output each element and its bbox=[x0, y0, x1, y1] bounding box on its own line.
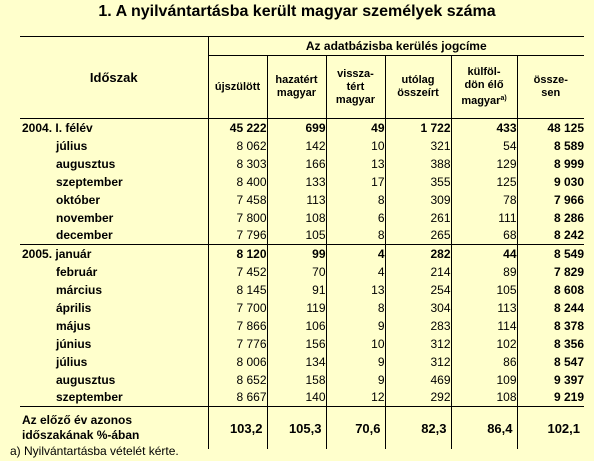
total-cell: 8 244 bbox=[553, 300, 585, 315]
value-cell: 7 866 bbox=[208, 317, 267, 335]
value-cell: 282 bbox=[385, 245, 451, 263]
table-row bbox=[20, 209, 584, 227]
value-cell: 9 bbox=[326, 371, 385, 389]
total-cell: 8 999 bbox=[553, 156, 585, 171]
row-label: március bbox=[20, 281, 208, 299]
total-cell: 9 397 bbox=[553, 372, 585, 387]
row-label: április bbox=[20, 299, 208, 317]
value-cell: 1 722 bbox=[385, 119, 451, 137]
table-row bbox=[20, 371, 584, 389]
value-cell: 119 bbox=[267, 299, 326, 317]
value-cell: 7 796 bbox=[208, 227, 267, 245]
row-label: december bbox=[20, 227, 208, 245]
row-label: 2005. január bbox=[20, 245, 208, 263]
col-header-re-returned-hungarian: vissza- tért magyar bbox=[326, 56, 385, 119]
value-cell: 433 bbox=[451, 119, 517, 137]
value-cell: 156 bbox=[267, 335, 326, 353]
value-cell: 140 bbox=[267, 389, 326, 407]
value-cell: 388 bbox=[385, 155, 451, 173]
value-cell: 133 bbox=[267, 173, 326, 191]
value-cell: 102 bbox=[451, 335, 517, 353]
value-cell: 8 062 bbox=[208, 137, 267, 155]
table-row bbox=[20, 245, 584, 263]
value-cell: 304 bbox=[385, 299, 451, 317]
value-cell: 10 bbox=[326, 335, 385, 353]
total-cell: 8 608 bbox=[553, 282, 585, 297]
value-cell: 113 bbox=[451, 299, 517, 317]
summary-cell-total: 102,1 bbox=[547, 420, 581, 436]
value-cell: 13 bbox=[326, 281, 385, 299]
value-cell: 17 bbox=[326, 173, 385, 191]
table-row bbox=[20, 191, 584, 209]
total-cell: 9 030 bbox=[553, 174, 585, 189]
value-cell: 261 bbox=[385, 209, 451, 227]
value-cell: 78 bbox=[451, 191, 517, 209]
total-cell: 8 286 bbox=[553, 210, 585, 225]
data-table bbox=[20, 36, 584, 449]
value-cell: 108 bbox=[451, 389, 517, 407]
value-cell: 89 bbox=[451, 263, 517, 281]
value-cell: 9 bbox=[326, 353, 385, 371]
value-cell: 8 120 bbox=[208, 245, 267, 263]
col-header-total: össze- sen bbox=[517, 56, 584, 119]
value-cell: 7 700 bbox=[208, 299, 267, 317]
value-cell: 68 bbox=[451, 227, 517, 245]
value-cell: 7 776 bbox=[208, 335, 267, 353]
summary-cell: 103,2 bbox=[208, 407, 267, 450]
value-cell: 45 222 bbox=[208, 119, 267, 137]
row-label: augusztus bbox=[20, 155, 208, 173]
row-label: szeptember bbox=[20, 173, 208, 191]
group-header: Az adatbázisba kerülés jogcíme bbox=[208, 37, 584, 56]
value-cell: 8 145 bbox=[208, 281, 267, 299]
table-row bbox=[20, 353, 584, 371]
value-cell: 129 bbox=[451, 155, 517, 173]
row-label: február bbox=[20, 263, 208, 281]
value-cell: 114 bbox=[451, 317, 517, 335]
value-cell: 8 bbox=[326, 299, 385, 317]
value-cell: 125 bbox=[451, 173, 517, 191]
row-label: augusztus bbox=[20, 371, 208, 389]
value-cell: 105 bbox=[267, 227, 326, 245]
summary-cell: 82,3 bbox=[385, 407, 451, 450]
value-cell: 113 bbox=[267, 191, 326, 209]
row-label: október bbox=[20, 191, 208, 209]
table-row bbox=[20, 281, 584, 299]
value-cell: 7 452 bbox=[208, 263, 267, 281]
table-row bbox=[20, 137, 584, 155]
rows-2005 bbox=[20, 245, 584, 407]
table-row bbox=[20, 263, 584, 281]
table-row bbox=[20, 119, 584, 137]
value-cell: 254 bbox=[385, 281, 451, 299]
summary-label: Az előző év azonos időszakának %-ában bbox=[20, 407, 208, 450]
value-cell: 312 bbox=[385, 353, 451, 371]
value-cell: 8 006 bbox=[208, 353, 267, 371]
value-cell: 214 bbox=[385, 263, 451, 281]
total-cell: 8 589 bbox=[553, 138, 585, 153]
table-title: 1. A nyilvántartásba került magyar személyek száma bbox=[98, 3, 496, 20]
value-cell: 99 bbox=[267, 245, 326, 263]
footnote-marker: a) bbox=[500, 95, 507, 102]
value-cell: 10 bbox=[326, 137, 385, 155]
value-cell: 292 bbox=[385, 389, 451, 407]
table-row bbox=[20, 155, 584, 173]
value-cell: 12 bbox=[326, 389, 385, 407]
total-cell: 7 829 bbox=[553, 264, 585, 279]
value-cell: 166 bbox=[267, 155, 326, 173]
value-cell: 469 bbox=[385, 371, 451, 389]
table-row bbox=[20, 389, 584, 407]
rows-2004 bbox=[20, 119, 584, 245]
value-cell: 321 bbox=[385, 137, 451, 155]
value-cell: 44 bbox=[451, 245, 517, 263]
total-cell: 7 966 bbox=[553, 192, 585, 207]
value-cell: 8 652 bbox=[208, 371, 267, 389]
total-cell: 8 549 bbox=[553, 246, 585, 261]
footnote: a) Nyilvántartásba vételét kérte. bbox=[10, 444, 179, 458]
value-cell: 54 bbox=[451, 137, 517, 155]
value-cell: 158 bbox=[267, 371, 326, 389]
total-cell: 9 219 bbox=[517, 389, 584, 407]
value-cell: 699 bbox=[267, 119, 326, 137]
row-label: 2004. I. félév bbox=[20, 119, 208, 137]
table-row bbox=[20, 299, 584, 317]
table-row bbox=[20, 317, 584, 335]
value-cell: 312 bbox=[385, 335, 451, 353]
value-cell: 142 bbox=[267, 137, 326, 155]
value-cell: 109 bbox=[451, 371, 517, 389]
col-header-abroad-hungarian: külföl- dön élő magyar$^{a)}$ bbox=[451, 56, 517, 119]
total-cell: 48 125 bbox=[547, 120, 585, 135]
value-cell: 108 bbox=[267, 209, 326, 227]
row-label: szeptember bbox=[20, 389, 208, 407]
total-cell: 8 378 bbox=[553, 318, 585, 333]
row-label: július bbox=[20, 137, 208, 155]
value-cell: 105 bbox=[451, 281, 517, 299]
total-cell: 8 356 bbox=[553, 336, 585, 351]
value-cell: 265 bbox=[385, 227, 451, 245]
value-cell: 8 667 bbox=[208, 389, 267, 407]
value-cell: 70 bbox=[267, 263, 326, 281]
value-cell: 355 bbox=[385, 173, 451, 191]
value-cell: 6 bbox=[326, 209, 385, 227]
value-cell: 49 bbox=[326, 119, 385, 137]
row-label: július bbox=[20, 353, 208, 371]
value-cell: 111 bbox=[451, 209, 517, 227]
value-cell: 7 800 bbox=[208, 209, 267, 227]
value-cell: 134 bbox=[267, 353, 326, 371]
row-label: június bbox=[20, 335, 208, 353]
value-cell: 91 bbox=[267, 281, 326, 299]
value-cell: 8 400 bbox=[208, 173, 267, 191]
col-header-subsequently-registered: utólag összeírt bbox=[385, 56, 451, 119]
value-cell: 8 bbox=[326, 191, 385, 209]
total-cell: 8 547 bbox=[553, 354, 585, 369]
table-row bbox=[20, 335, 584, 353]
value-cell: 8 bbox=[326, 227, 385, 245]
col-header-newborn: újszülött bbox=[208, 56, 267, 119]
value-cell: 86 bbox=[451, 353, 517, 371]
summary-row bbox=[20, 407, 584, 450]
summary-cell: 70,6 bbox=[326, 407, 385, 450]
col-header-returned-hungarian: hazatért magyar bbox=[267, 56, 326, 119]
value-cell: 4 bbox=[326, 263, 385, 281]
row-label: november bbox=[20, 209, 208, 227]
total-cell: 8 242 bbox=[517, 227, 584, 245]
value-cell: 8 303 bbox=[208, 155, 267, 173]
value-cell: 283 bbox=[385, 317, 451, 335]
value-cell: 4 bbox=[326, 245, 385, 263]
value-cell: 13 bbox=[326, 155, 385, 173]
table-row bbox=[20, 227, 584, 245]
value-cell: 7 458 bbox=[208, 191, 267, 209]
value-cell: 9 bbox=[326, 317, 385, 335]
summary-cell: 86,4 bbox=[451, 407, 517, 450]
summary-cell: 105,3 bbox=[267, 407, 326, 450]
value-cell: 309 bbox=[385, 191, 451, 209]
table-row bbox=[20, 173, 584, 191]
value-cell: 106 bbox=[267, 317, 326, 335]
row-label: május bbox=[20, 317, 208, 335]
period-header: Időszak bbox=[20, 37, 208, 119]
